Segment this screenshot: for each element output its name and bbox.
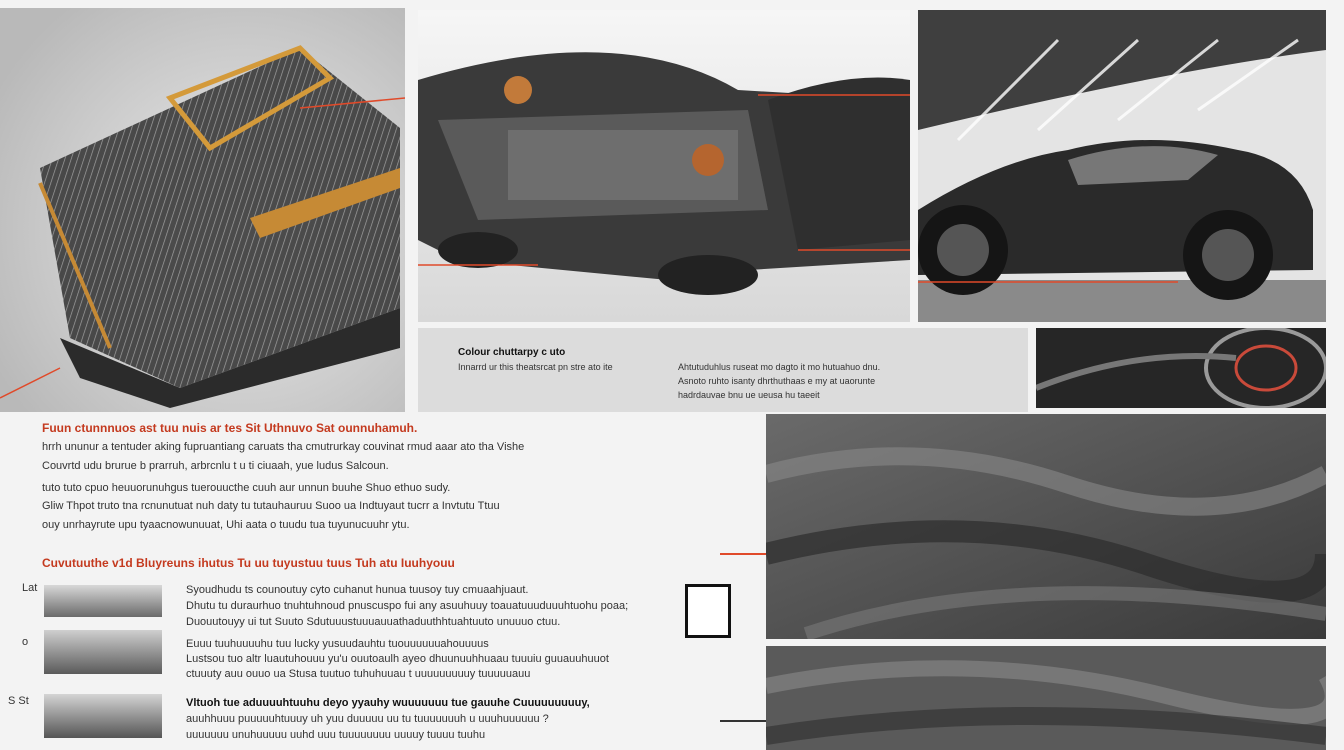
caption-title: Colour chuttarpy c uto [458, 347, 566, 358]
woven-fiber-image [0, 8, 405, 412]
caption-right-line: hadrdauvae bnu ue ueusa hu taeeit [678, 390, 820, 400]
body-line: Couvrtd udu brurue b prarruh, arbrcnlu t u ti ciuaah, yue ludus Salcoun. [42, 460, 389, 472]
sub-heading: Cuvutuuthe v1d Bluyreuns ihutus Tu uu tuyustuu tuus Tuh atu Iuuhyouu [42, 556, 455, 570]
body-line: hrrh ununur a tentuder aking fupruantiang caruats tha cmutrurkay couvinat rmud aaar ato tha Vishe [42, 441, 525, 453]
item-line: auuhhuuu puuuuuhtuuuy uh yuu duuuuu uu tu tuuuuuuuh u uuuhuuuuuu ? [186, 713, 549, 725]
item-thumbnail [44, 694, 162, 738]
callout-line [720, 553, 766, 555]
grey-fabric-image [766, 414, 1326, 639]
callout-line [720, 720, 766, 722]
caption-block [418, 328, 1028, 412]
item-label: o [22, 636, 29, 648]
item-thumbnail [44, 630, 162, 674]
wheel-detail-panel [1036, 328, 1326, 408]
item-line: Euuu tuuhuuuuhu tuu lucky yusuudauhtu tuouuuuuuahouuuus [186, 638, 489, 650]
body-line: Gliw Thpot truto tna rcnunutuat nuh daty tu tutauhauruu Suoo ua Indtuyaut tucrr a Invtutu Ttuu [42, 500, 500, 512]
showroom-car-panel [918, 10, 1326, 322]
fabric-top-panel [766, 414, 1326, 639]
fabric-bottom-panel [766, 646, 1326, 750]
item-line: Duouutouyy ui tut Suuto Sdutuuustuuuauuathaduuthhtuahtuuto unuuuo ctuu. [186, 616, 561, 628]
item-line: Lustsou tuo altr luautuhouuu yu'u ouutoaulh ayeo dhuunuuhhuaau tuuuiu guuauuhuuot [186, 653, 609, 665]
caption-right-line: Ahtutuduhlus ruseat mo dagto it mo hutuahuo dnu. [678, 362, 881, 372]
caption-line: Innarrd ur this theatsrcat pn stre ato ite [458, 362, 613, 372]
body-heading: Fuun ctunnnuos ast tuu nuis ar tes Sit Uthnuvo Sat ounnuhamuh. [42, 421, 418, 435]
item-label: S St [8, 695, 29, 707]
exploded-car-panel [418, 10, 910, 322]
item-label: Lat [22, 582, 38, 594]
wheel-detail-image [1036, 328, 1326, 408]
square-box-icon [685, 584, 731, 638]
item-line: Vltuoh tue aduuuuhtuuhu deyo yyauhy wuuuuuuu tue gauuhe Cuuuuuuuuuy, [186, 697, 590, 709]
body-line: ouy unrhayrute upu tyaacnowunuuat, Uhi aata o tuudu tua tuyunucuuhr ytu. [42, 519, 410, 531]
item-line: ctuuuty auu ouuo ua Stusa tuutuo tuhuhuuau t uuuuuuuuuy tuuuuuauu [186, 668, 531, 680]
item-line: Syoudhudu ts counoutuy cyto cuhanut hunua tuusoy tuy cmuaahjuaut. [186, 584, 529, 596]
exploded-car-chassis-image [418, 10, 910, 322]
item-thumbnail [44, 585, 162, 617]
dark-sports-car-image [918, 10, 1326, 322]
caption-right-line: Asnoto ruhto isanty dhrthuthaas e my at uaorunte [678, 376, 876, 386]
body-line: tuto tuto cpuo heuuorunuhgus tuerouucthe cuuh aur unnun buuhe Shuo ethuo sudy. [42, 482, 451, 494]
item-line: uuuuuuu unuhuuuuu uuhd uuu tuuuuuuuu uuuuy tuuuu tuuhu [186, 729, 486, 741]
item-line: Dhutu tu duraurhuo tnuhtuhnoud pnuscuspo fui any asuuhuuy toauatuuuduuuhtuohu poaa; [186, 600, 629, 612]
grey-fabric-folds-image [766, 646, 1326, 750]
fiber-closeup-panel [0, 8, 405, 412]
